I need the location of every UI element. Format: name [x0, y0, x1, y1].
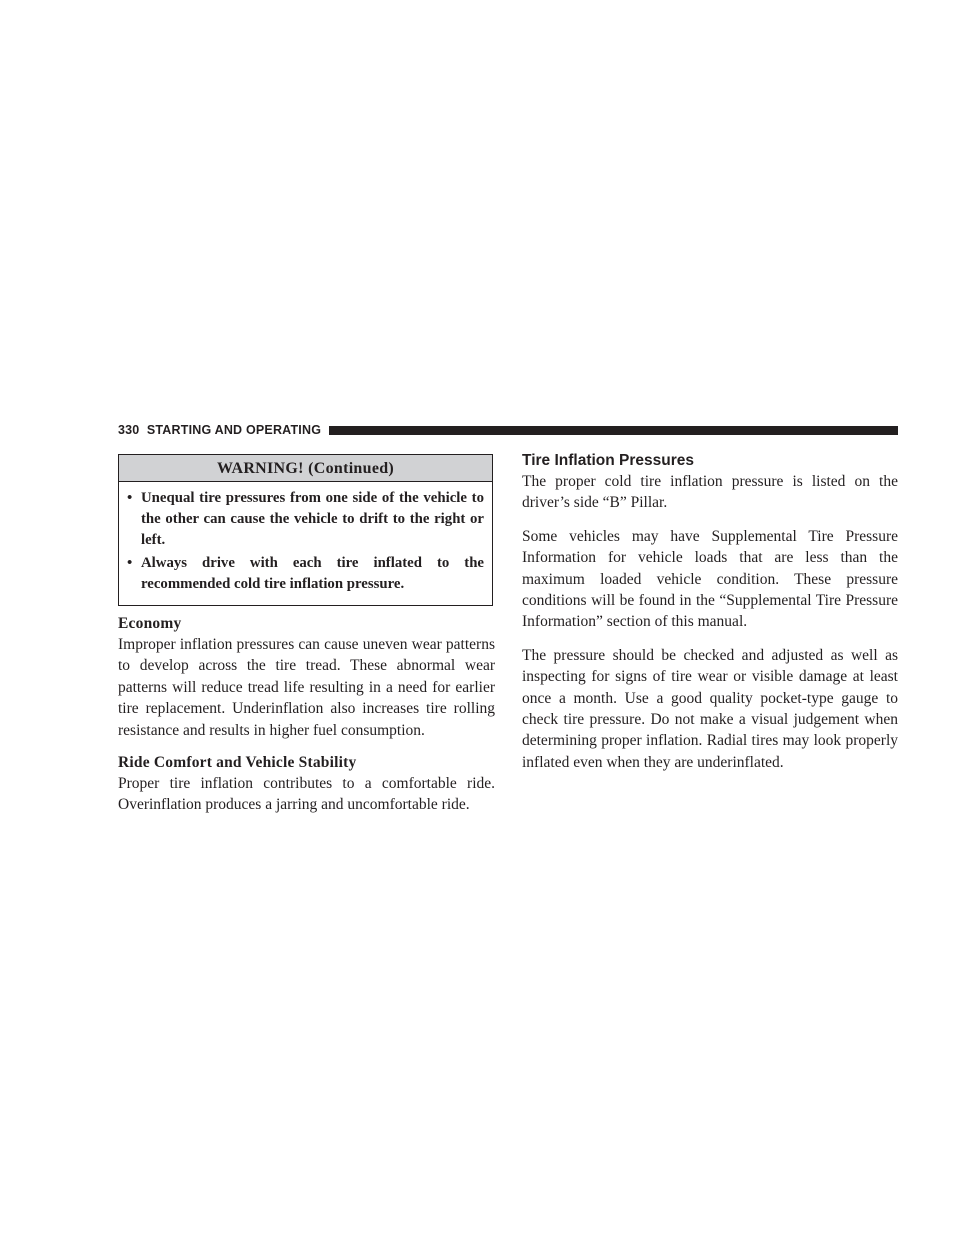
warning-title: WARNING! (Continued)	[119, 455, 492, 482]
page-number: 330	[118, 423, 140, 437]
warning-item-text: Always drive with each tire inflated to the recommended cold tire inflation pressure.	[141, 555, 484, 592]
tire-inflation-heading: Tire Inflation Pressures	[522, 452, 694, 469]
warning-item	[127, 553, 484, 595]
warning-item	[127, 488, 484, 551]
header-rule	[329, 426, 898, 435]
left-column	[118, 454, 495, 816]
section-title: STARTING AND OPERATING	[146, 423, 322, 437]
warning-box	[118, 454, 493, 606]
page-header	[118, 422, 898, 438]
ride-comfort-heading: Ride Comfort and Vehicle Stability	[118, 754, 357, 772]
warning-item-text: Unequal tire pressures from one side of the vehicle to the other can cause the vehicle to drift to the right or left.	[141, 490, 484, 548]
economy-paragraph: Improper inflation pressures can cause uneven wear patterns to develop across the tire tread. These abnormal wear patterns will reduce tread life resulting in a need for earlier tire replacement. Underinflation also increases tire rolling resistance and results in higher fuel consumption.	[118, 636, 495, 739]
inflation-paragraph-1: The proper cold tire inflation pressure is listed on the driver’s side “B” Pillar.	[522, 473, 898, 512]
page-header-text	[118, 422, 329, 438]
bullet-icon: •	[127, 555, 133, 571]
inflation-paragraph-2: Some vehicles may have Supplemental Tire Pressure Information for vehicle loads that are less than the maximum loaded vehicle condition. These pressure conditions will be found in the “Supplemental Tire Pressure Information” section of this manual.	[522, 527, 898, 631]
ride-comfort-paragraph: Proper tire inflation contributes to a comfortable ride. Overinflation produces a jarring and uncomfortable ride.	[118, 775, 495, 814]
warning-body	[119, 482, 492, 605]
bullet-icon: •	[127, 490, 133, 506]
inflation-paragraph-3: The pressure should be checked and adjusted as well as inspecting for signs of tire wear or visible damage at least once a month. Use a good quality pocket-type gauge to check tire pressure. Do not make a visual judgement when determining proper inflation. Radial tires may look properly inflated even when they are underinflated.	[522, 646, 898, 771]
right-column	[522, 452, 898, 773]
economy-heading: Economy	[118, 615, 182, 632]
